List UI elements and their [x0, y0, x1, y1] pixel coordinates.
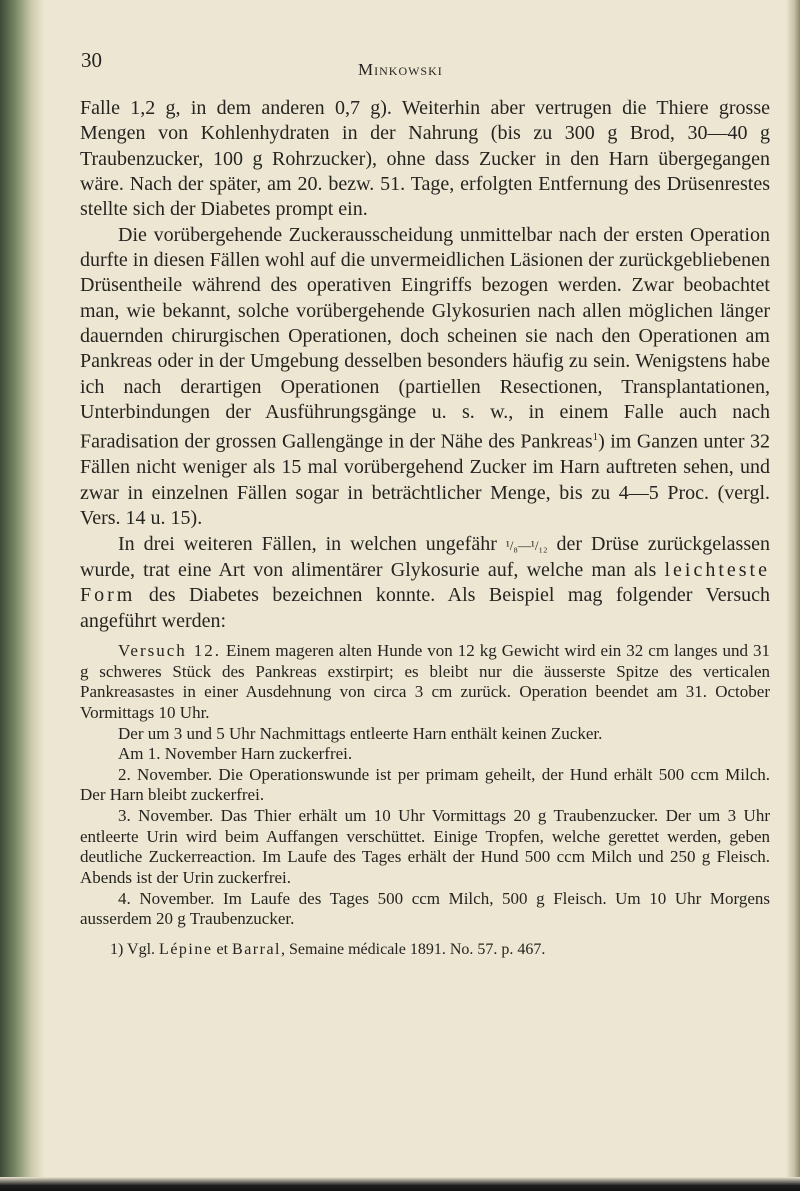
emphasized-term: leichteste Form: [80, 558, 770, 607]
paragraph-2-part-b: ) im Ganzen unter 32 Fällen nicht weniger als 15 mal vorübergehend Zucker im Harn auftreten sehen, und zwar in einzelnen Fällen sogar in beträchtlicher Menge, bis zu 4—5 Proc. (vergl. Vers. 14 u. 15).: [80, 431, 770, 530]
running-head: [358, 60, 443, 80]
footnote-prefix: 1) Vgl.: [110, 941, 160, 959]
page-number: 30: [81, 48, 102, 72]
running-head-author: Minkowski: [358, 60, 443, 79]
book-binding-edge: [0, 0, 44, 1191]
page-right-edge: [786, 0, 800, 1191]
experiment-entry-5: 4. November. Im Laufe des Tages 500 ccm Milch, 500 g Fleisch. Um 10 Uhr Morgens ausserdem 20 g Traubenzucker.: [80, 888, 770, 929]
paragraph-3-part-c: des Diabetes bezeichnen konnte. Als Beispiel mag folgender Versuch angeführt werden:: [80, 584, 770, 632]
page-body: [80, 96, 770, 960]
footnote-author-1: Lépine: [159, 941, 213, 959]
experiment-entry-2: Am 1. November Harn zuckerfrei.: [118, 744, 353, 764]
footnote: [80, 940, 770, 960]
footnote-reference: 1: [592, 431, 599, 444]
footnote-conjunction: et: [212, 941, 233, 959]
footnote-citation: , Semaine médicale 1891. No. 57. p. 467.: [281, 941, 546, 959]
experiment-label: Versuch 12.: [118, 640, 222, 660]
page-bottom-edge: [0, 1177, 800, 1191]
paragraph-3: [80, 532, 770, 634]
experiment-intro-text: Einem mageren alten Hunde von 12 kg Gewicht wird ein 32 cm langes und 31 g schweres Stück des Pankreas exstirpirt; es bleibt nur die äusserste Spitze des verticalen Pankreasastes in einer Ausdehnung von circa 3 cm zurück. Operation beendet am 31. October Vormittags 10 Uhr.: [80, 640, 770, 722]
experiment-intro: [80, 641, 770, 724]
paragraph-2-part-a: Die vorübergehende Zuckerausscheidung unmittelbar nach der ersten Operation durfte in diesen Fällen wohl auf die unvermeidlichen Läsionen der zurückgebliebenen Drüsentheile während des operativen Eingriffs bezogen werden. Zwar beobachtet man, wie bekannt, solche vorübergehende Glykosurien nach allen möglichen länger dauernden chirurgischen Operationen, doch scheinen sie nach den Operationen am Pankreas oder in der Umgebung desselben besonders häufig zu sein. Wenigstens habe ich nach derartigen Operationen (partiellen Resectionen, Transplantationen, Unterbindungen der Ausführungsgänge u. s. w., in einem Falle auch nach Faradisation der grossen Gallengänge in der Nähe des Pankreas: [80, 223, 770, 454]
fraction-text: ¹/₈—¹/₁₂: [505, 537, 548, 553]
paragraph-2: [80, 223, 770, 532]
footnote-author-2: Barral: [232, 941, 281, 959]
experiment-entry-3: 2. November. Die Operationswunde ist per primam geheilt, der Hund erhält 500 ccm Milch. Der Harn bleibt zuckerfrei.: [80, 764, 770, 805]
paragraph-3-part-b: der Drüse zurückgelassen wurde, trat eine Art von alimentärer Glykosurie auf, welche man als: [80, 532, 770, 581]
paragraph-3-part-a: In drei weiteren Fällen, in welchen ungefähr: [118, 532, 506, 555]
paragraph-1: Falle 1,2 g, in dem anderen 0,7 g). Weiterhin aber vertrugen die Thiere grosse Mengen von Kohlenhydraten in der Nahrung (bis zu 300 g Brod, 30—40 g Traubenzucker, 100 g Rohrzucker), ohne dass Zucker in den Harn übergegangen wäre. Nach der später, am 20. bezw. 51. Tage, erfolgten Entfernung des Drüsenrestes stellte sich der Diabetes prompt ein.: [80, 97, 770, 221]
experiment-entry-4: 3. November. Das Thier erhält um 10 Uhr Vormittags 20 g Traubenzucker. Der um 3 Uhr entleerte Urin wird beim Auffangen verschüttet. Einige Tropfen, welche gerettet werden, geben deutliche Zuckerreaction. Im Laufe des Tages erhält der Hund 500 ccm Milch und 250 g Fleisch. Abends ist der Urin zuckerfrei.: [80, 806, 770, 888]
experiment-entry-1: Der um 3 und 5 Uhr Nachmittags entleerte Harn enthält keinen Zucker.: [118, 723, 603, 743]
